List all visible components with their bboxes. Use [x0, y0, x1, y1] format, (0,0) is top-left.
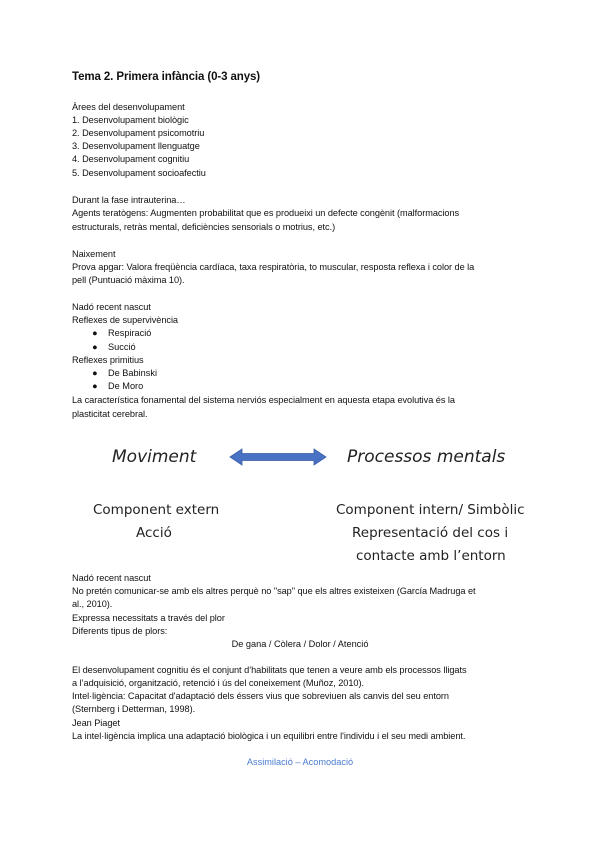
- intelligencia-text-1: Intel·ligència: Capacitat d'adaptació dels éssers vius que sobreviuen als canvis del seu entorn: [72, 691, 449, 701]
- areas-heading: Àrees del desenvolupament: [72, 102, 185, 112]
- plors-heading: Diferents tipus de plors:: [72, 626, 168, 636]
- page-title: Tema 2. Primera infància (0-3 anys): [72, 71, 261, 83]
- naixement-text-2: pell (Puntuació màxima 10).: [72, 275, 185, 285]
- piaget-heading: Jean Piaget: [72, 718, 120, 728]
- bullet-icon: ●: [92, 381, 98, 391]
- intrauterina-text-1: Agents teratògens: Augmenten probabilitat que es produeixi un defecte congènit (malformacions: [72, 208, 460, 218]
- diagram-left-title: Moviment: [112, 447, 197, 467]
- naixement-heading: Naixement: [72, 249, 116, 259]
- intrauterina-heading: Durant la fase intrauterina…: [72, 195, 186, 205]
- primitius-heading: Reflexes primitius: [72, 355, 144, 365]
- areas-item: 2. Desenvolupament psicomotriu: [72, 128, 205, 138]
- diagram-right-sub-1: Component intern/ Simbòlic: [336, 502, 525, 518]
- plors-list: De gana / Còlera / Dolor / Atenció: [231, 639, 369, 649]
- assimilacio-text: Assimilació – Acomodació: [246, 757, 354, 767]
- plor-text: Expressa necessitats a través del plor: [72, 613, 225, 623]
- areas-item: 4. Desenvolupament cognitiu: [72, 154, 190, 164]
- naixement-text-1: Prova apgar: Valora freqüència cardíaca, taxa respiratòria, to muscular, resposta reflexa i color de la: [72, 262, 475, 272]
- nado2-text-2: al., 2010).: [72, 599, 113, 609]
- list-item: Respiració: [108, 328, 152, 338]
- diagram-left-sub-1: Component extern: [93, 502, 220, 518]
- areas-item: 5. Desenvolupament socioafectiu: [72, 168, 206, 178]
- nado-heading: Nadó recent nascut: [72, 302, 151, 312]
- cognitiu-text-2: a l’adquisició, organització, retenció i ús del coneixement (Muñoz, 2010).: [72, 678, 364, 688]
- list-item: Succió: [108, 342, 136, 352]
- cognitiu-text-1: El desenvolupament cognitiu és el conjunt d’habilitats que tenen a veure amb els processos lligats: [72, 665, 467, 675]
- areas-item: 3. Desenvolupament llenguatge: [72, 141, 200, 151]
- list-item: De Moro: [108, 381, 144, 391]
- intelligencia-text-2: (Sternberg i Detterman, 1998).: [72, 704, 196, 714]
- bullet-icon: ●: [92, 328, 98, 338]
- supervivencia-heading: Reflexes de supervivència: [72, 315, 178, 325]
- diagram-right-sub-2: Representació del cos i: [352, 525, 509, 541]
- diagram-right-sub-3: contacte amb l’entorn: [356, 548, 506, 564]
- double-arrow-icon: [228, 447, 328, 467]
- intrauterina-text-2: estructurals, retràs mental, deficiències sensorials o motrius, etc.): [72, 222, 336, 232]
- nado2-heading: Nadó recent nascut: [72, 573, 151, 583]
- list-item: De Babinski: [108, 368, 158, 378]
- nado2-text-1: No pretén comunicar-se amb els altres perquè no "sap" que els altres existeixen (García Madruga et: [72, 586, 476, 596]
- diagram-right-title: Processos mentals: [347, 447, 506, 467]
- bullet-icon: ●: [92, 368, 98, 378]
- bullet-icon: ●: [92, 342, 98, 352]
- plasticitat-text-1: La característica fonamental del sistema nerviós especialment en aquesta etapa evolutiva és la: [72, 395, 455, 405]
- plasticitat-text-2: plasticitat cerebral.: [72, 409, 148, 419]
- diagram-left-sub-2: Acció: [136, 525, 172, 541]
- areas-item: 1. Desenvolupament biològic: [72, 115, 189, 125]
- piaget-text: La intel·ligència implica una adaptació biològica i un equilibri entre l'individu i el seu medi ambient.: [72, 731, 466, 741]
